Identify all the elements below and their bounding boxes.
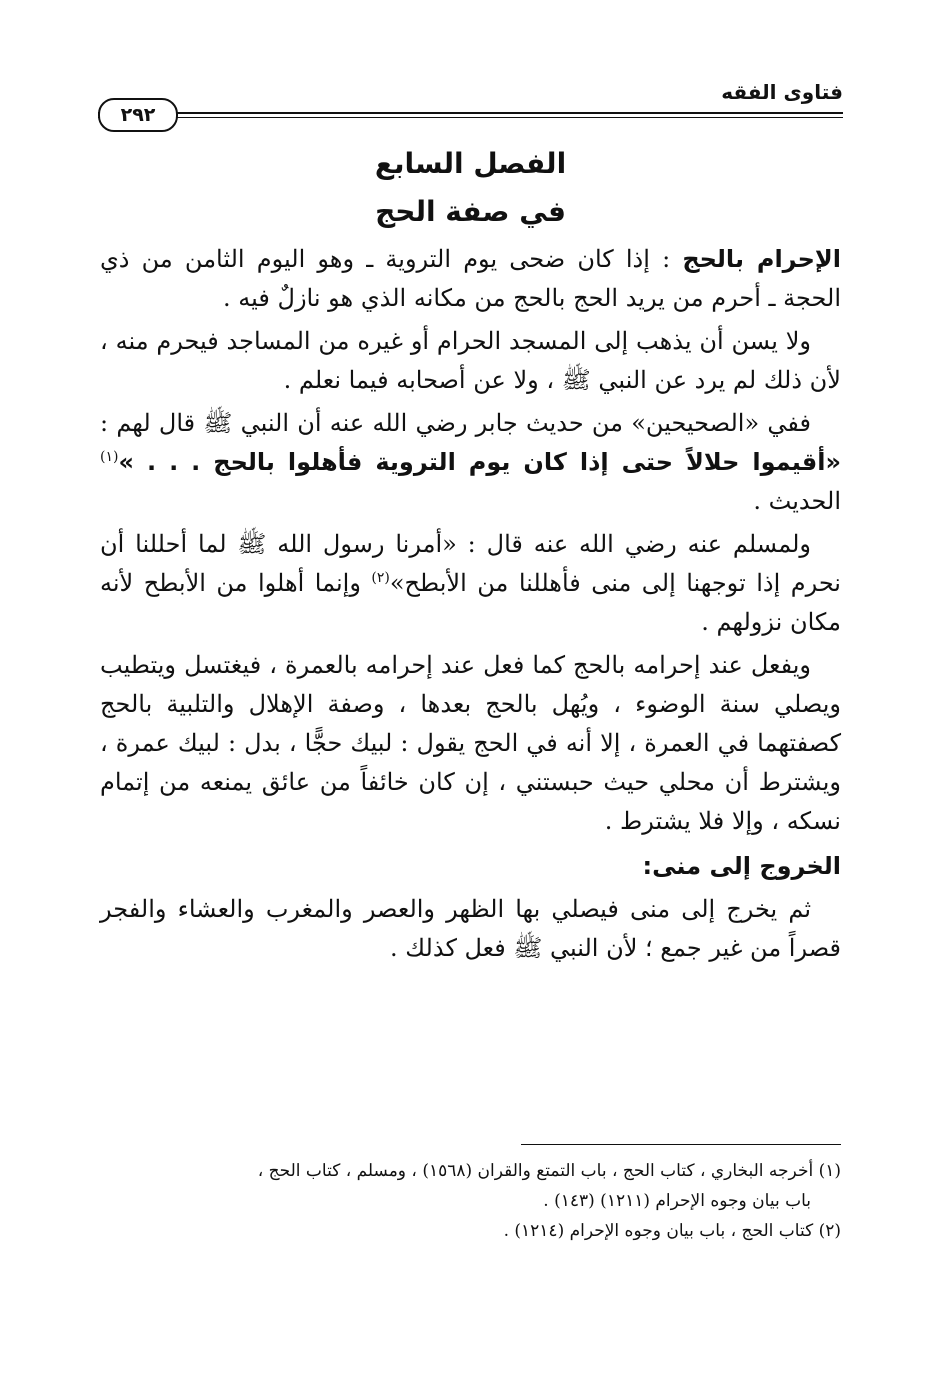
page-number: ٢٩٢ [98, 98, 178, 132]
paragraph-mina-text: ثم يخرج إلى منى فيصلي بها الظهر والعصر والمغرب والعشاء والفجر قصراً من غير جمع ؛ لأن النبي ﷺ فعل كذلك . [100, 895, 841, 962]
paragraph-mina [100, 890, 841, 968]
footnote-1: (١) أخرجه البخاري ، كتاب الحج ، باب التمتع والقران (١٥٦٨) ، ومسلم ، كتاب الحج ، [257, 1161, 841, 1181]
term-ihram: الإحرام بالحج [682, 245, 841, 273]
footnote-rule [521, 1144, 841, 1145]
footnotes [100, 1156, 841, 1246]
main-text [100, 240, 841, 972]
section-heading-mina: الخروج إلى منى: [642, 852, 841, 880]
header-title: فتاوى الفقه [721, 80, 843, 104]
paragraph-ihram [100, 240, 841, 318]
paragraph-sahihain-text: ففي «الصحيحين» من حديث جابر رضي الله عنه أن النبي ﷺ قال لهم : [100, 409, 812, 437]
header-rule-thin [98, 117, 843, 118]
chapter-heading [98, 140, 843, 236]
paragraph-masjid-text: ولا يسن أن يذهب إلى المسجد الحرام أو غيره من المساجد فيحرم منه ، لأن ذلك لم يرد عن النبي ﷺ ، ولا عن أصحابه فيما نعلم . [100, 327, 841, 394]
paragraph-masjid [100, 322, 841, 400]
header-rule [98, 112, 843, 114]
running-header [98, 78, 843, 126]
footnote-ref-1: (١) [100, 449, 119, 465]
footnote-ref-2: (٢) [371, 570, 390, 586]
hadith-quote: «أقيموا حلالاً حتى إذا كان يوم التروية فأهلوا بالحج . . . » [118, 448, 841, 476]
paragraph-actions-text: ويفعل عند إحرامه بالحج كما فعل عند إحرامه بالعمرة ، فيغتسل ويتطيب ويصلي سنة الوضوء ، ويُهل بالحج بعدها ، وصفة الإهلال والتلبية بالحج كصفتهما في العمرة ، إلا أنه في الحج يقول : لبيك حجًّا ، بدل : لبيك عمرة ، ويشترط أن محلي حيث حبستني ، إن كان خائفاً من عائق يمنعه من إتمام نسكه ، وإلا فلا يشترط . [100, 651, 841, 835]
paragraph-muslim-end: وإنما أهلوا من الأبطح لأنه مكان نزولهم . [100, 569, 841, 636]
paragraph-muslim-text: ولمسلم عنه رضي الله عنه قال : «أمرنا رسول الله ﷺ لما أحللنا أن نحرم إذا توجهنا إلى منى فأهللنا من الأبطح» [100, 530, 841, 597]
paragraph-sahihain-end: الحديث . [753, 487, 841, 515]
chapter-title: الفصل السابع [374, 147, 567, 180]
footnote-1-continued: باب بيان وجوه الإحرام (١٢١١) (١٤٣) . [543, 1191, 811, 1211]
chapter-subtitle: في صفة الحج [375, 195, 566, 228]
paragraph-muslim [100, 525, 841, 642]
paragraph-ihram-text: : إذا كان ضحى يوم التروية ـ وهو اليوم الثامن من ذي الحجة ـ أحرم من يريد الحج بالحج من مكانه الذي هو نازلٌ فيه . [100, 245, 841, 312]
paragraph-actions [100, 646, 841, 841]
paragraph-sahihain [100, 404, 841, 521]
footnote-2: (٢) كتاب الحج ، باب بيان وجوه الإحرام (١٢١٤) . [503, 1221, 841, 1241]
